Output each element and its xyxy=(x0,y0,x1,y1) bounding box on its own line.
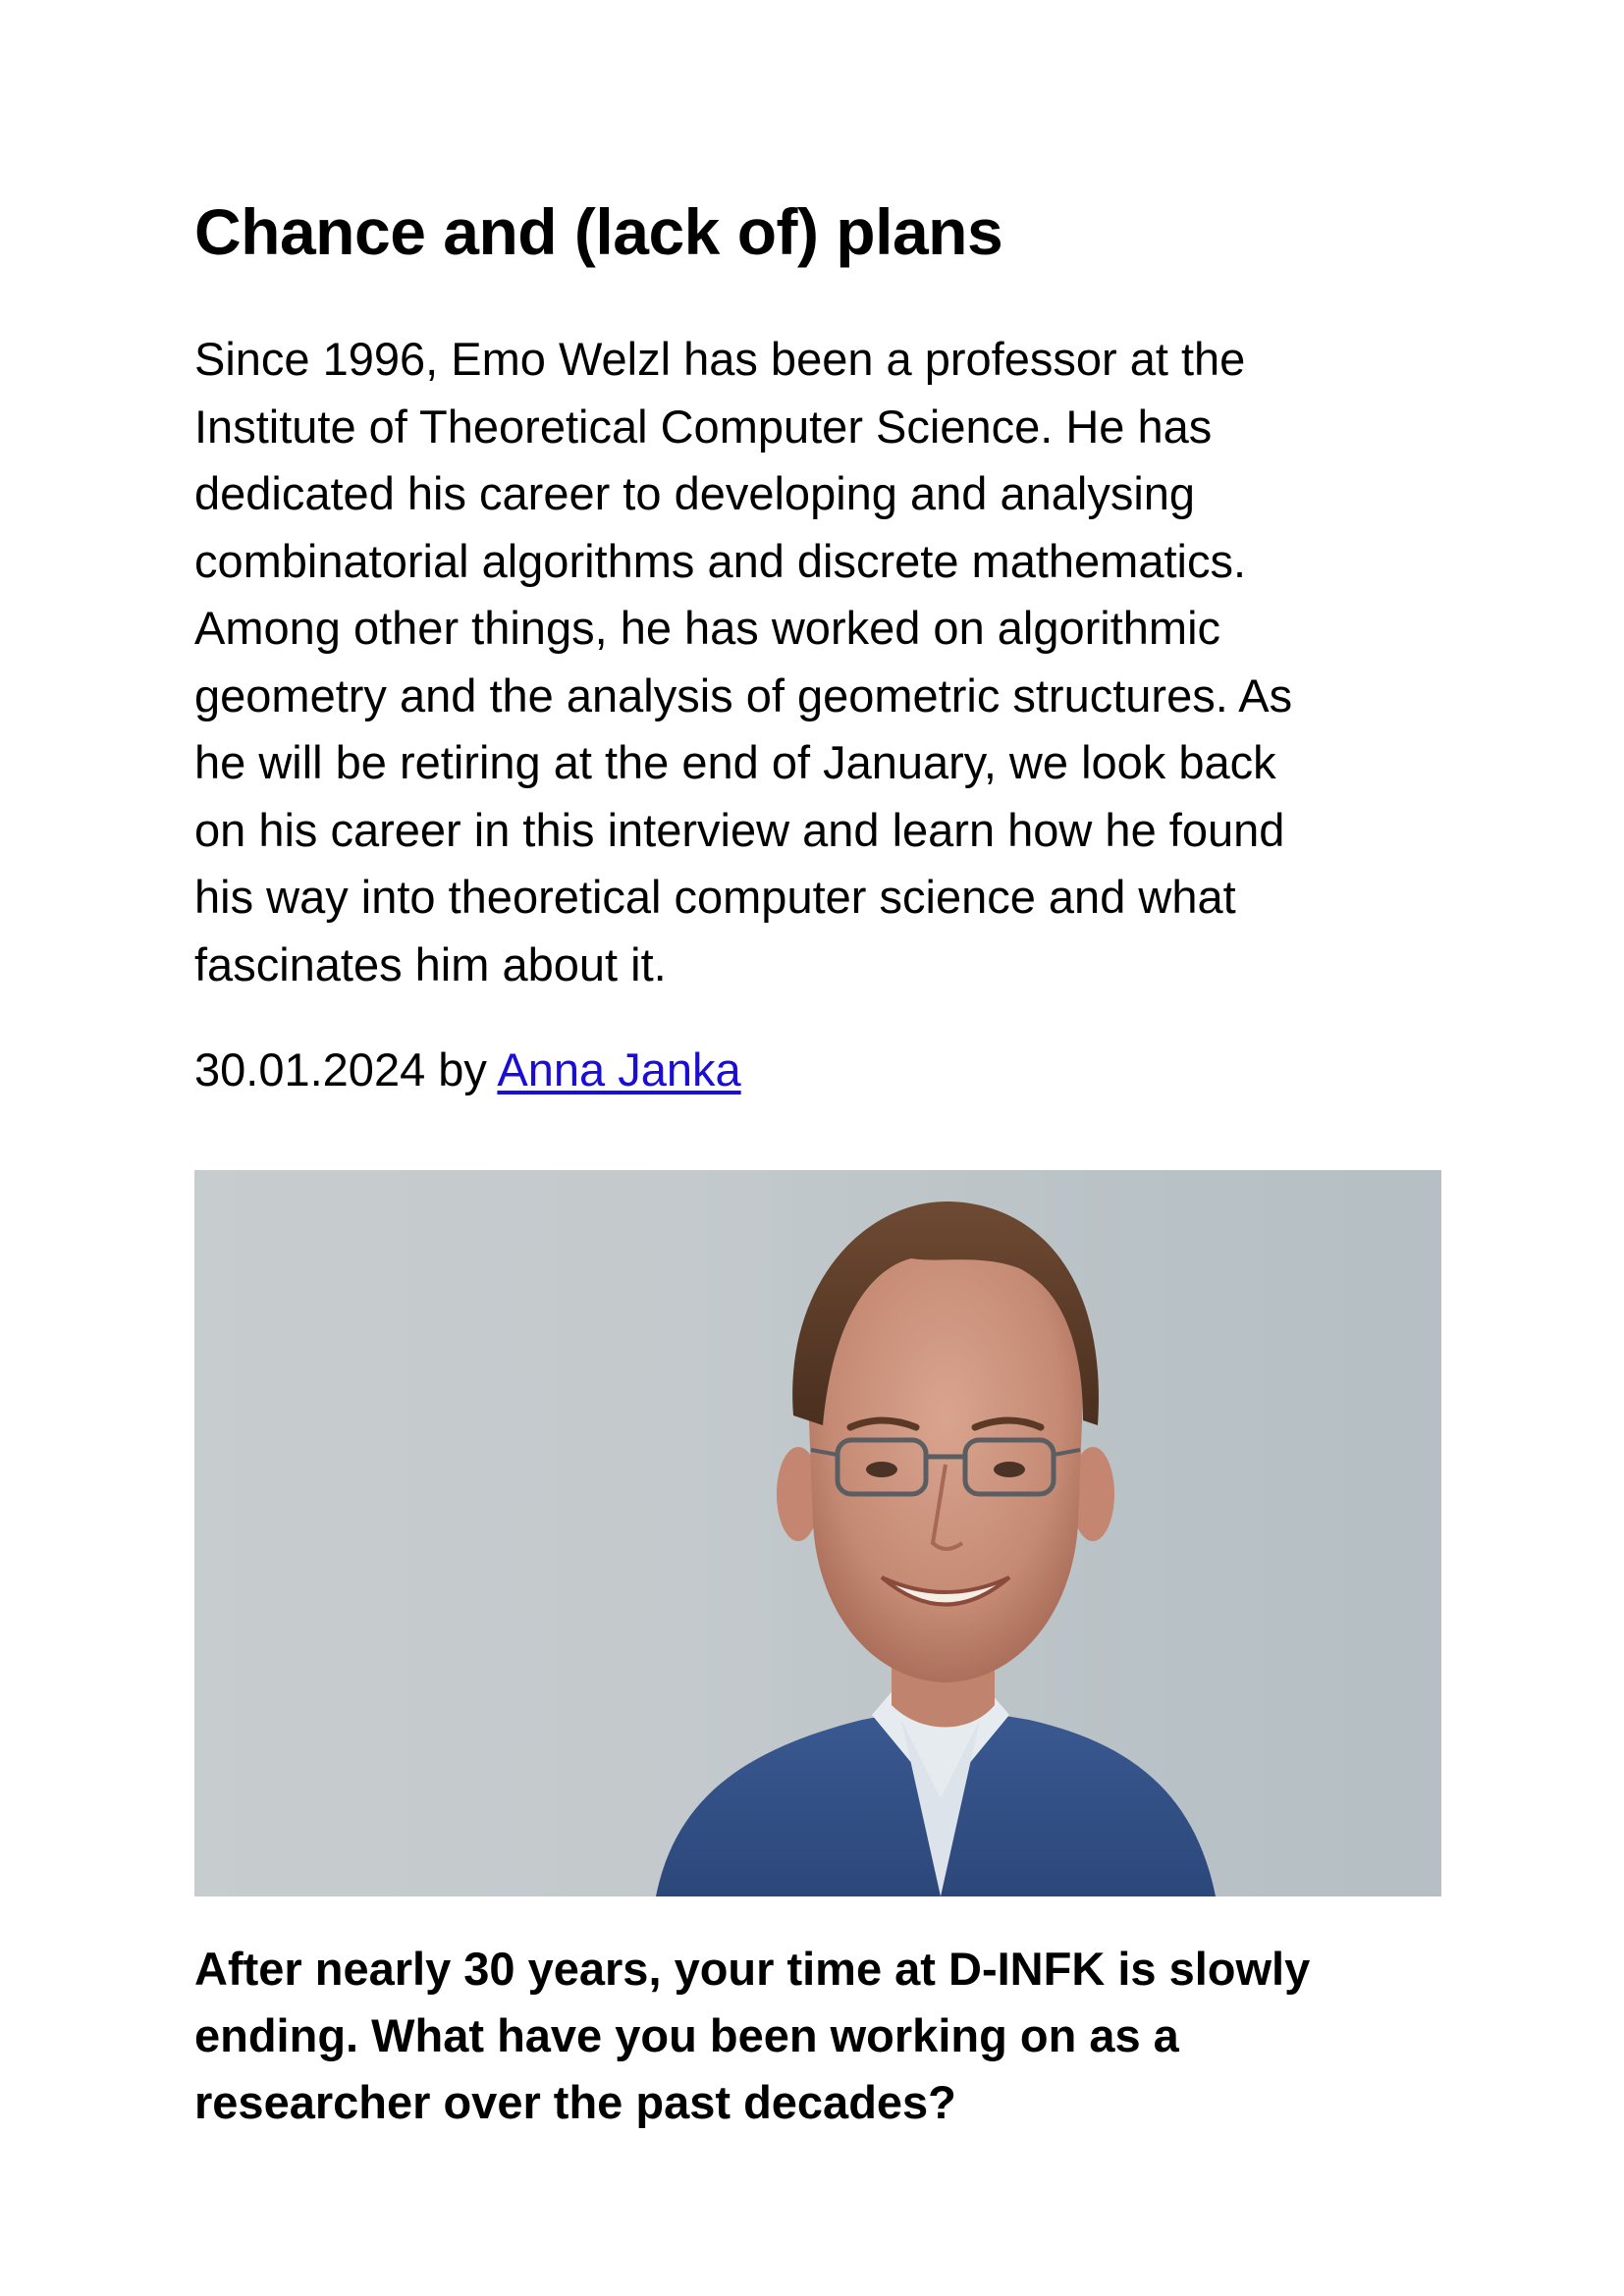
question-line: After nearly 30 years, your time at D-INFK is slowly xyxy=(194,1943,1311,1995)
intro-line: on his career in this interview and learn how he found xyxy=(194,803,1285,856)
intro-line: combinatorial algorithms and discrete mathematics. xyxy=(194,534,1247,587)
by-label: by xyxy=(438,1043,487,1095)
intro-line: geometry and the analysis of geometric structures. As xyxy=(194,668,1293,721)
author-link[interactable]: Anna Janka xyxy=(497,1043,741,1095)
intro-line: fascinates him about it. xyxy=(194,937,667,990)
intro-line: Among other things, he has worked on algorithmic xyxy=(194,602,1221,654)
intro-line: Institute of Theoretical Computer Science. He has xyxy=(194,400,1213,453)
intro-line: dedicated his career to developing and analysing xyxy=(194,467,1196,519)
portrait-illustration xyxy=(194,1170,1441,1896)
question-line: ending. What have you been working on as a xyxy=(194,2009,1179,2061)
intro-line: his way into theoretical computer science and what xyxy=(194,871,1236,923)
intro-line: Since 1996, Emo Welzl has been a professor at the xyxy=(194,333,1246,385)
byline xyxy=(194,1037,741,1103)
publish-date: 30.01.2024 xyxy=(194,1043,426,1095)
question-line: researcher over the past decades? xyxy=(194,2076,956,2128)
article-intro xyxy=(194,326,1441,998)
intro-line: he will be retiring at the end of January, we look back xyxy=(194,736,1276,788)
portrait-photo xyxy=(194,1170,1441,1896)
interview-question xyxy=(194,1936,1441,2136)
article-title: Chance and (lack of) plans xyxy=(194,195,1003,268)
